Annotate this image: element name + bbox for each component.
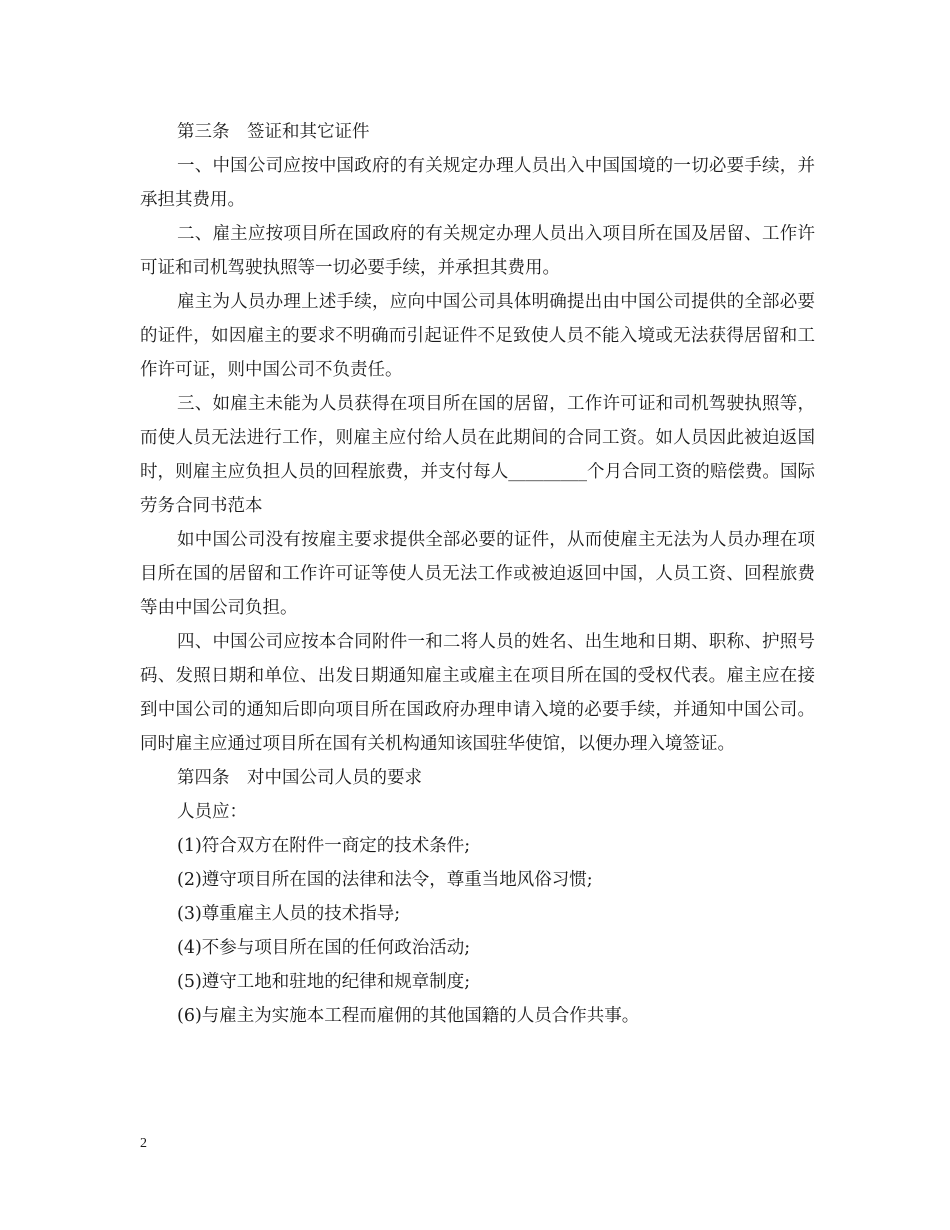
paragraph: 二、雇主应按项目所在国政府的有关规定办理人员出入项目所在国及居留、工作许可证和司机驾驶执照等一切必要手续，并承担其费用。 <box>140 224 815 278</box>
paragraph: 如中国公司没有按雇主要求提供全部必要的证件，从而使雇主无法为人员办理在项目所在国的居留和工作许可证等使人员无法工作或被迫返回中国，人员工资、回程旅费等由中国公司负担。 <box>140 530 815 618</box>
paragraph: 人员应： <box>177 802 247 822</box>
paragraph: 雇主为人员办理上述手续，应向中国公司具体明确提出由中国公司提供的全部必要的证件，如因雇主的要求不明确而引起证件不足致使人员不能入境或无法获得居留和工作许可证，则中国公司不负责任。 <box>140 292 815 380</box>
article-3-heading: 第三条 签证和其它证件 <box>177 122 370 142</box>
list-item: (5)遵守工地和驻地的纪律和规章制度; <box>177 972 471 992</box>
article-4-heading: 第四条 对中国公司人员的要求 <box>177 768 422 788</box>
paragraph: 四、中国公司应按本合同附件一和二将人员的姓名、出生地和日期、职称、护照号码、发照日期和单位、出发日期通知雇主或雇主在项目所在国的受权代表。雇主应在接到中国公司的通知后即向项目所在国政府办理申请入境的必要手续，并通知中国公司。同时雇主应通过项目所在国有关机构通知该国驻华使馆，以便办理入境签证。 <box>140 632 815 754</box>
list-item: (2)遵守项目所在国的法律和法令，尊重当地风俗习惯; <box>177 870 593 890</box>
paragraph: 三、如雇主未能为人员获得在项目所在国的居留，工作许可证和司机驾驶执照等，而使人员无法进行工作，则雇主应付给人员在此期间的合同工资。如人员因此被迫返国时，则雇主应负担人员的回程旅费，并支付每人_________个月合同工资的赔偿费。国际劳务合同书范本 <box>140 394 815 516</box>
list-item: (6)与雇主为实施本工程而雇佣的其他国籍的人员合作共事。 <box>177 1006 640 1026</box>
list-item: (3)尊重雇主人员的技术指导; <box>177 904 401 924</box>
list-item: (4)不参与项目所在国的任何政治活动; <box>177 938 471 958</box>
list-item: (1)符合双方在附件一商定的技术条件; <box>177 836 471 856</box>
page-number: 2 <box>140 1136 147 1151</box>
document-body <box>140 115 815 1033</box>
paragraph: 一、中国公司应按中国政府的有关规定办理人员出入中国国境的一切必要手续，并承担其费用。 <box>140 156 815 210</box>
